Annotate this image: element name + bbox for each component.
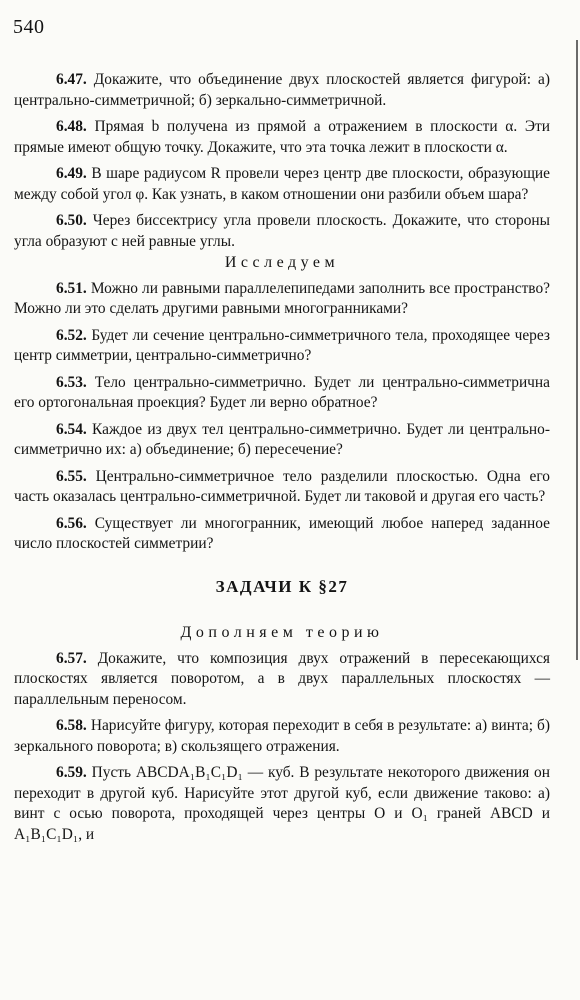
problem-6-58 bbox=[14, 716, 550, 757]
problem-text: Докажите, что объединение двух плоскостей является фигурой: а) центрально-симметричной; б) зеркально-симметричной. bbox=[14, 71, 550, 109]
problem-number: 6.49. bbox=[56, 165, 87, 182]
problem-text: Существует ли многогранник, имеющий любое наперед заданное число плоскостей симметрии? bbox=[14, 514, 550, 552]
problem-number: 6.58. bbox=[56, 717, 87, 734]
problem-6-51 bbox=[14, 279, 550, 320]
problem-text: Докажите, что композиция двух отражений в пересекающихся плоскостях является поворотом, а в двух параллельных плоскостях — параллельным переносом. bbox=[14, 649, 550, 708]
problem-6-55 bbox=[14, 467, 550, 508]
section-heading-theory: Дополняем теорию bbox=[180, 624, 384, 641]
problem-text: Центрально-симметричное тело разделили плоскостью. Одна его часть оказалась центрально-симметричной. Будет ли таковой и другая его часть? bbox=[14, 467, 550, 505]
problem-number: 6.56. bbox=[56, 514, 87, 532]
page-content bbox=[14, 70, 550, 851]
problem-6-50 bbox=[14, 211, 550, 252]
problem-number: 6.53. bbox=[56, 373, 87, 391]
problem-text: Каждое из двух тел центрально-симметрично. Будет ли центрально-симметрично их: а) объединение; б) пересечение? bbox=[14, 420, 550, 458]
problem-6-53 bbox=[14, 373, 550, 414]
problem-text: Прямая b получена из прямой a отражением в плоскости α. Эти прямые имеют общую точку. Докажите, что эта точка лежит в плоскости α. bbox=[14, 118, 550, 156]
problem-number: 6.47. bbox=[56, 71, 87, 88]
problem-number: 6.59. bbox=[56, 764, 87, 781]
chapter-title: ЗАДАЧИ К §27 bbox=[215, 576, 349, 596]
page-number: 540 bbox=[13, 16, 45, 38]
problem-number: 6.57. bbox=[56, 649, 87, 667]
problem-number: 6.54. bbox=[56, 420, 87, 438]
problem-text: Пусть ABCDA₁B₁C₁D₁ — куб. В результате некоторого движения он переходит в другой куб. Нарисуйте этот другой куб, если движение таково: а) винт с осью поворота, проходящей через центры O и O₁ граней ABCD и A₁B₁C₁D₁, и bbox=[14, 764, 550, 843]
page-edge-divider bbox=[576, 40, 578, 660]
problem-6-49 bbox=[14, 164, 550, 205]
section-heading-investigate: Исследуем bbox=[224, 254, 340, 271]
problem-6-59 bbox=[14, 763, 550, 845]
problem-6-54 bbox=[14, 420, 550, 461]
problem-text: Будет ли сечение центрально-симметричного тела, проходящее через центр симметрии, центрально-симметрично? bbox=[14, 326, 550, 364]
problem-number: 6.55. bbox=[56, 467, 87, 485]
problem-text: Можно ли равными параллелепипедами заполнить все пространство? Можно ли это сделать другими равными многогранниками? bbox=[14, 279, 550, 317]
problem-6-57 bbox=[14, 649, 550, 711]
problem-6-47 bbox=[14, 70, 550, 111]
problem-text: В шаре радиусом R провели через центр две плоскости, образующие между собой угол φ. Как узнать, в каком отношении они разбили объем шара? bbox=[14, 165, 550, 203]
problem-6-56 bbox=[14, 514, 550, 555]
problem-text: Через биссектрису угла провели плоскость. Докажите, что стороны угла образуют с ней равные углы. bbox=[14, 212, 550, 250]
problem-number: 6.52. bbox=[56, 326, 87, 344]
problem-number: 6.50. bbox=[56, 212, 87, 229]
problem-text: Тело центрально-симметрично. Будет ли центрально-симметрична его ортогональная проекция? Будет ли верно обратное? bbox=[14, 373, 550, 411]
problem-number: 6.48. bbox=[56, 118, 87, 135]
problem-6-52 bbox=[14, 326, 550, 367]
problem-text: Нарисуйте фигуру, которая переходит в себя в результате: а) винта; б) зеркального поворота; в) скользящего отражения. bbox=[14, 717, 550, 755]
problem-6-48 bbox=[14, 117, 550, 158]
problem-number: 6.51. bbox=[56, 279, 87, 297]
